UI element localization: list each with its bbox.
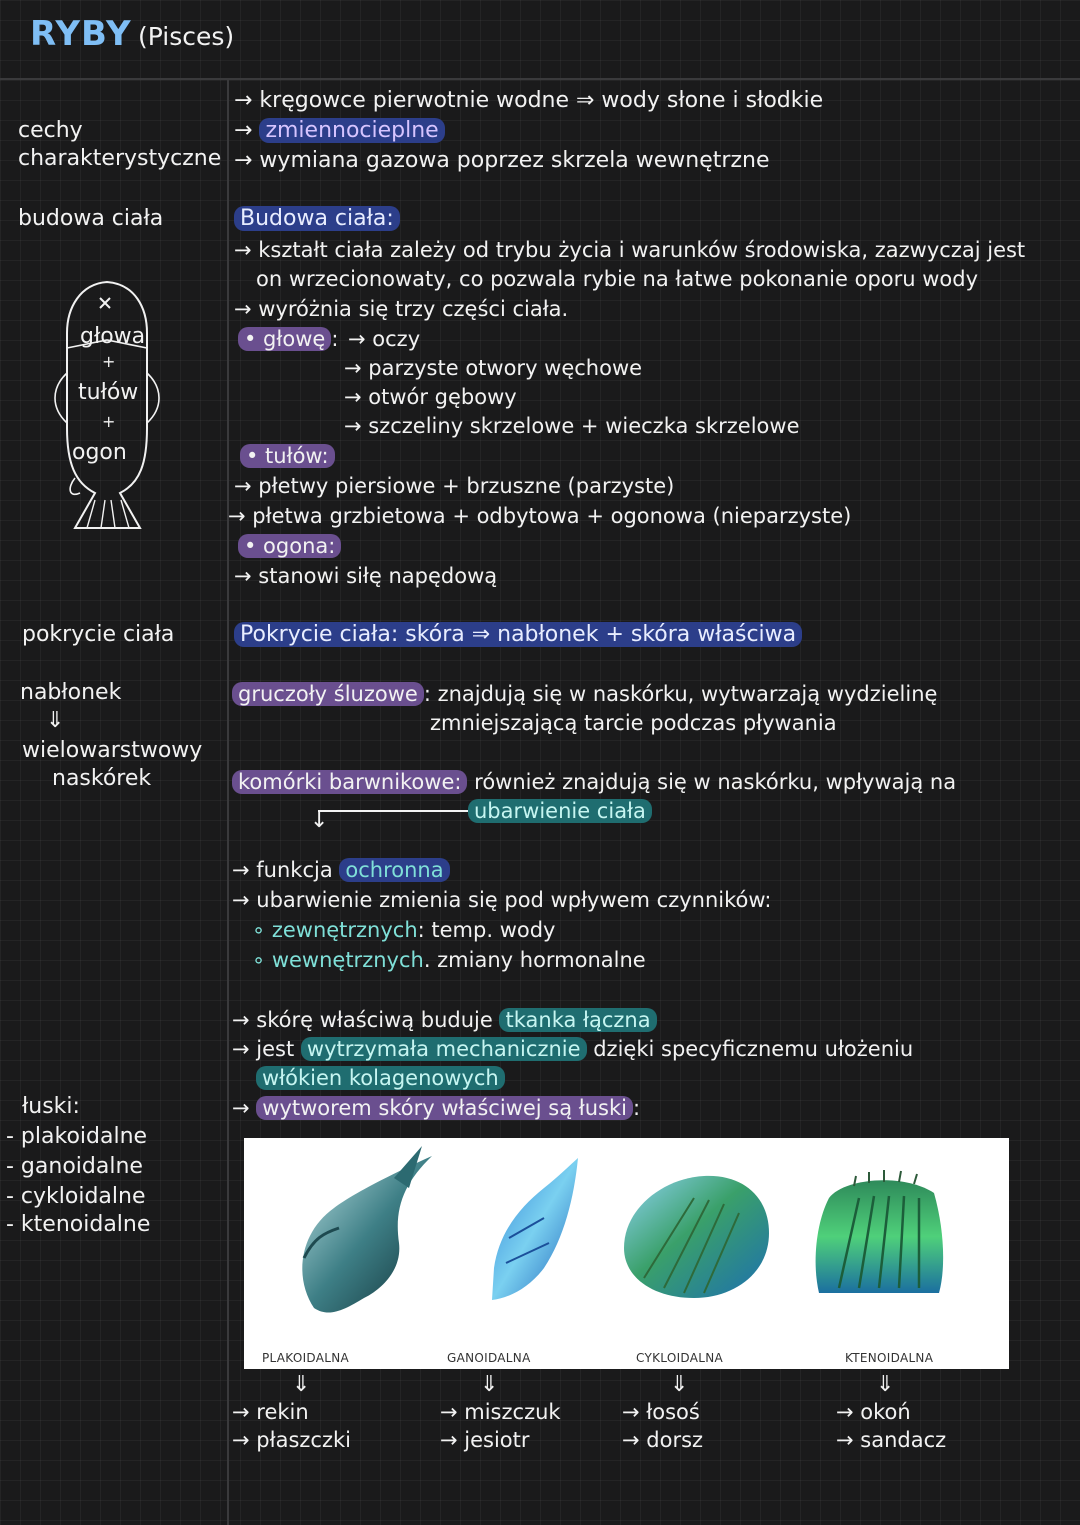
funkcja-ochronna: ochronna [339, 858, 449, 882]
skora-line-2: → jest wytrzymała mechanicznie dzięki specyficznemu ułożeniu [232, 1037, 914, 1061]
fish-plus-1: + [102, 352, 116, 371]
ogon-label: • ogona: [238, 532, 341, 561]
scale-arrow: ⇓ [670, 1372, 689, 1397]
funkcja-row: → funkcja ochronna [232, 856, 450, 885]
scale-arrow: ⇓ [292, 1372, 311, 1397]
highlight-zmiennocieplne: zmiennocieplne [259, 118, 444, 143]
header-divider [0, 78, 1080, 80]
zewnetrzne-row: ∘ zewnętrznych: temp. wody [252, 918, 556, 942]
budowa-line-2: on wrzecionowaty, co pozwala rybie na łatwe pokonanie oporu wody [256, 267, 979, 291]
scale-example: → sandacz [836, 1428, 947, 1452]
glowa-item: → otwór gębowy [344, 385, 517, 409]
skora-line-1: → skórę właściwą buduje tkanka łączna [232, 1006, 657, 1035]
page-title: RYBY [30, 14, 132, 54]
scale-example: → dorsz [622, 1428, 704, 1452]
sidebar-budowa: budowa ciała [18, 206, 164, 231]
ctenoid-scale-icon [816, 1170, 944, 1293]
scale-example: → łosoś [622, 1400, 700, 1424]
scale-label-ktenoidalna: KTENOIDALNA [845, 1351, 934, 1365]
pokrycie-heading: Pokrycie ciała: skóra ⇒ nabłonek + skóra właściwa [234, 620, 802, 649]
komorki-row: komórki barwnikowe: również znajdują się w naskórku, wpływają na [232, 768, 956, 797]
glowa-item: → parzyste otwory węchowe [344, 356, 643, 380]
sidebar-cechy-1: cechy [18, 118, 83, 143]
sidebar-luski-item: - plakoidalne [6, 1124, 148, 1149]
scale-label-cykloidalna: CYKLOIDALNA [636, 1351, 724, 1365]
glowa-label: • głowę [238, 327, 331, 351]
fish-label-tulow: tułów [78, 380, 139, 405]
ubarwienie-highlight: ubarwienie ciała [468, 797, 652, 826]
zmiana-line: → ubarwienie zmienia się pod wpływem czynników: [232, 888, 772, 912]
scale-example: → rekin [232, 1400, 309, 1424]
budowa-line-3: → wyróżnia się trzy części ciała. [234, 297, 569, 321]
cycloid-scale-icon [624, 1176, 769, 1298]
tulow-label: • tułów: [240, 442, 335, 471]
page-subtitle: (Pisces) [138, 22, 235, 51]
plakoid-scale-icon [302, 1146, 432, 1313]
scale-example: → okoń [836, 1400, 911, 1424]
ogon-item: → stanowi siłę napędową [234, 564, 498, 588]
scales-drawing [244, 1138, 1009, 1348]
sidebar-luski-item: - cykloidalne [6, 1184, 146, 1209]
margin-divider [227, 80, 229, 1525]
tulow-item: → płetwa grzbietowa + odbytowa + ogonowa (nieparzyste) [228, 504, 852, 528]
sidebar-luski-title: łuski: [22, 1094, 80, 1119]
scale-arrow: ⇓ [480, 1372, 499, 1397]
budowa-line-1: → kształt ciała zależy od trybu życia i warunków środowiska, zazwyczaj jest [234, 238, 1026, 262]
sidebar-nablonek-arrow: ⇓ [46, 708, 65, 733]
scale-arrow: ⇓ [876, 1372, 895, 1397]
gruczoly-row: gruczoły śluzowe : znajdują się w naskórku, wytwarzają wydzielinę [232, 680, 937, 709]
scale-example: → miszczuk [440, 1400, 561, 1424]
scale-example: → płaszczki [232, 1428, 351, 1452]
ganoid-scale-icon [492, 1158, 578, 1300]
gruczoly-label: gruczoły śluzowe [232, 682, 424, 706]
scales-illustration [244, 1138, 1009, 1369]
glowa-label-row: • głowę : [238, 325, 338, 354]
trait-line-3: → wymiana gazowa poprzez skrzela wewnętrzne [234, 148, 770, 173]
sidebar-nablonek: nabłonek [20, 680, 122, 705]
skora-line-4: → wytworem skóry właściwej są łuski : [232, 1096, 641, 1120]
trait-line-1: → kręgowce pierwotnie wodne ⇒ wody słone i słodkie [234, 88, 824, 113]
sidebar-luski-item: - ktenoidalne [6, 1212, 151, 1237]
sidebar-naskorek: naskórek [52, 766, 152, 791]
bent-arrow-line [318, 810, 468, 812]
budowa-heading: Budowa ciała: [234, 204, 400, 233]
sidebar-wielowarstwowy: wielowarstwowy [22, 738, 203, 763]
glowa-item: → oczy [348, 327, 421, 351]
fish-plus-2: + [102, 412, 116, 431]
trait-line-2: → zmiennocieplne [234, 116, 445, 145]
glowa-item: → szczeliny skrzelowe + wieczka skrzelowe [344, 414, 800, 438]
tulow-item: → płetwy piersiowe + brzuszne (parzyste) [234, 474, 675, 498]
bent-arrow-head: ↓ [310, 808, 329, 833]
scale-example: → jesiotr [440, 1428, 530, 1452]
scale-label-ganoidalna: GANOIDALNA [447, 1351, 531, 1365]
komorki-label: komórki barwnikowe: [232, 770, 467, 794]
wewnetrzne-row: ∘ wewnętrznych. zmiany hormonalne [252, 948, 646, 972]
fish-label-ogon: ogon [72, 440, 127, 465]
gruczoly-line-2: zmniejszającą tarcie podczas pływania [430, 711, 837, 735]
skora-line-3: włókien kolagenowych [256, 1064, 505, 1093]
sidebar-luski-item: - ganoidalne [6, 1154, 143, 1179]
sidebar-pokrycie: pokrycie ciała [22, 622, 175, 647]
fish-label-glowa: głowa [80, 324, 146, 349]
scale-label-plakoidalna: PLAKOIDALNA [262, 1351, 350, 1365]
sidebar-cechy-2: charakterystyczne [18, 146, 222, 171]
